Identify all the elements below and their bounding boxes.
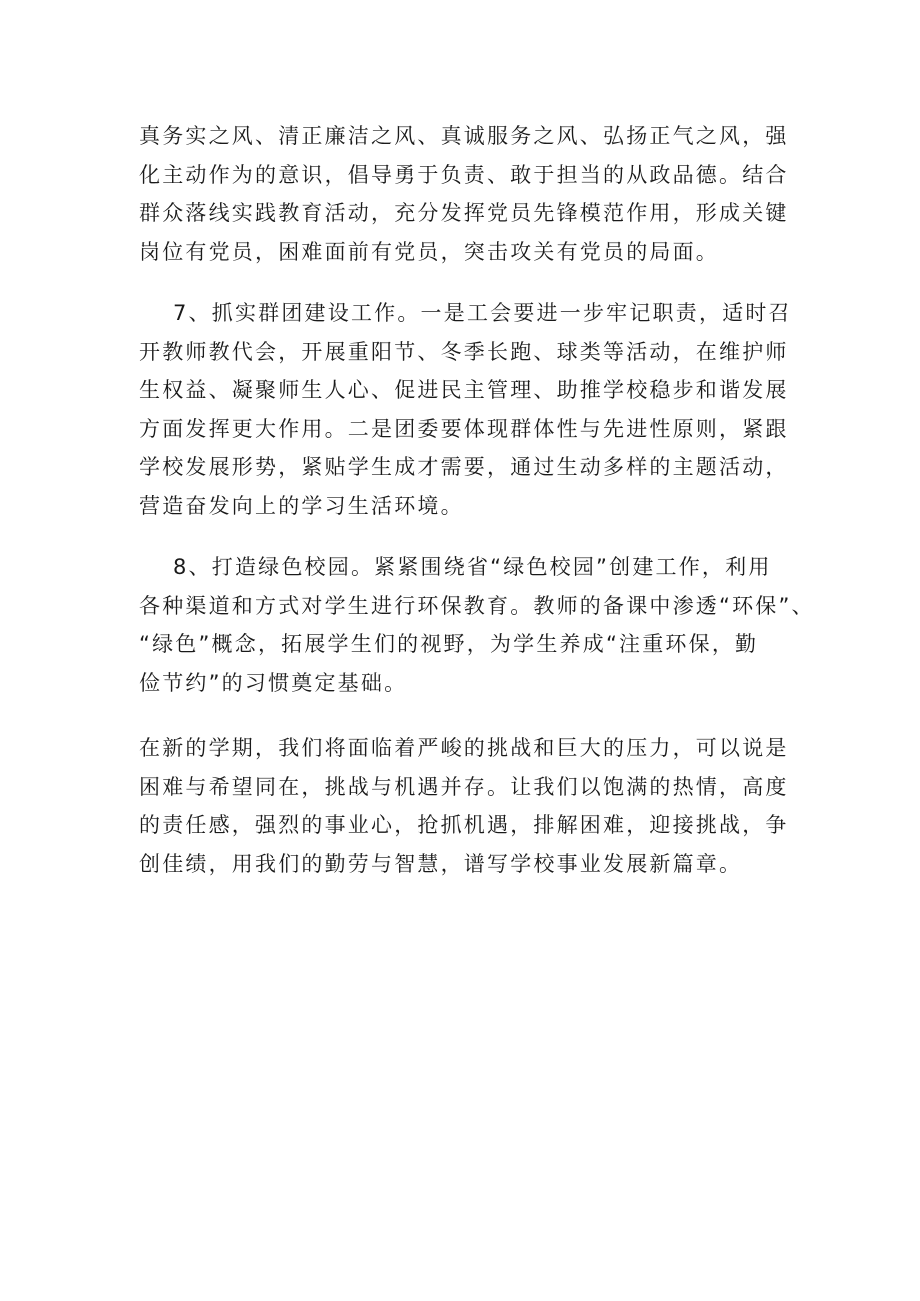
text-line: 岗位有党员，困难面前有党员，突击攻关有党员的局面。 — [139, 239, 719, 264]
paragraph-party-style — [139, 117, 789, 271]
text-line: 创佳绩，用我们的勤劳与智慧，谱写学校事业发展新篇章。 — [139, 851, 743, 876]
text-line: 俭节约”的习惯奠定基础。 — [139, 670, 408, 695]
text-line: 化主动作为的意识，倡导勇于负责、敢于担当的从政品德。结合 — [139, 162, 789, 187]
text-line: 在新的学期，我们将面临着严峻的挑战和巨大的压力，可以说是 — [139, 736, 789, 760]
text-line: 学校发展形势，紧贴学生成才需要，通过生动多样的主题活动， — [139, 455, 789, 479]
text-line: 营造奋发向上的学习生活环境。 — [139, 493, 464, 518]
text-line: 困难与希望同在，挑战与机遇并存。让我们以饱满的热情，高度 — [139, 774, 789, 799]
paragraph-conclusion — [139, 729, 789, 883]
paragraph-item-8 — [139, 548, 815, 702]
text-line: 真务实之风、清正廉洁之风、真诚服务之风、弘扬正气之风，强 — [139, 124, 789, 148]
document-body — [139, 117, 815, 883]
text-line: 8、打造绿色校园。紧紧围绕省“绿色校园”创建工作，利用 — [173, 555, 772, 579]
text-line: 群众落线实践教育活动，充分发挥党员先锋模范作用，形成关键 — [139, 201, 789, 225]
text-line: 生权益、凝聚师生人心、促进民主管理、助推学校稳步和谐发展 — [139, 378, 789, 402]
text-line: 各种渠道和方式对学生进行环保教育。教师的备课中渗透“环保”、 — [139, 593, 815, 618]
paragraph-item-7 — [139, 294, 792, 525]
text-line: “绿色”概念，拓展学生们的视野，为学生养成“注重环保，勤 — [139, 632, 759, 656]
text-line: 方面发挥更大作用。二是团委要体现群体性与先进性原则，紧跟 — [139, 416, 789, 441]
text-line: 7、抓实群团建设工作。一是工会要进一步牢记职责，适时召 — [173, 301, 792, 325]
text-line: 的责任感，强烈的事业心，抢抓机遇，排解困难，迎接挑战，争 — [139, 813, 789, 837]
text-line: 开教师教代会，开展重阳节、冬季长跑、球类等活动，在维护师 — [139, 339, 789, 364]
